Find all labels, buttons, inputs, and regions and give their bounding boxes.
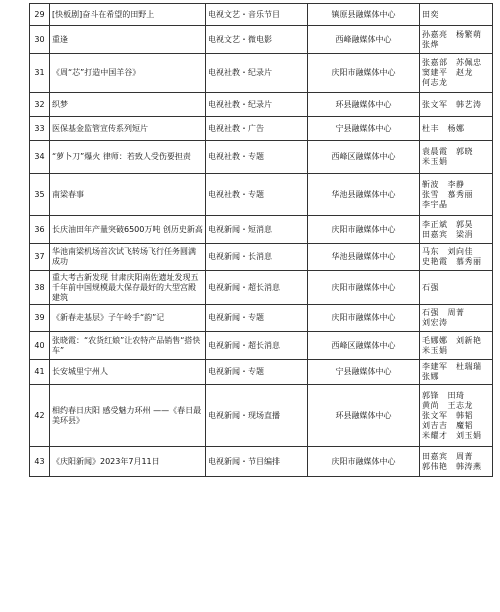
author-line: 孙嘉亮 杨繁萌 [422,29,482,39]
authors-cell [420,117,493,141]
author-line: 张文军 韩艺涛 [422,99,482,109]
submitting-unit: 环县融媒体中心 [308,385,420,447]
authors-cell [420,54,493,93]
author-line: 米耀才 刘玉娟 [422,430,482,440]
award-category: 电视社教・专题 [206,141,308,174]
author-line: 张嘉部 苏佩忠 [422,58,482,67]
table-row [30,141,493,174]
row-number: 43 [30,447,50,477]
row-number: 40 [30,332,50,360]
submitting-unit: 华池县融媒体中心 [308,244,420,271]
author-line: 马东 刘向佳 [422,247,473,256]
submitting-unit: 宁县融媒体中心 [308,360,420,385]
work-title: 《周“芯”打造中国羊谷》 [50,54,206,93]
row-number: 36 [30,216,50,244]
row-number: 38 [30,271,50,305]
row-number: 29 [30,4,50,26]
work-title: 重大考古新发现 甘肃庆阳南佐遗址发现五千年前中国规模最大保存最好的大型宫殿建筑 [50,271,206,305]
award-category: 电视新闻・现场直播 [206,385,308,447]
submitting-unit: 庆阳市融媒体中心 [308,447,420,477]
authors-cell [420,26,493,54]
author-line: 田奕 [422,9,439,19]
author-line: 何志龙 [422,78,448,87]
work-title: 《庆阳新闻》2023年7月11日 [50,447,206,477]
submitting-unit: 宁县融媒体中心 [308,117,420,141]
author-line: 张烨 [422,39,439,49]
authors-cell [420,4,493,26]
submitting-unit: 庆阳市融媒体中心 [308,216,420,244]
award-category: 电视文艺・微电影 [206,26,308,54]
author-line: 石强 [422,282,439,292]
author-line: 黄尚 王志龙 [422,400,473,410]
award-category: 电视新闻・专题 [206,305,308,332]
author-line: 刘吉吉 魔韬 [422,420,473,430]
work-title: 张晓霞：“农货红娘”让农特产品销售“搭快车” [50,332,206,360]
submitting-unit: 庆阳市融媒体中心 [308,271,420,305]
award-category: 电视社教・专题 [206,174,308,216]
author-line: 靳波 李静 [422,179,465,189]
table-row [30,174,493,216]
row-number: 42 [30,385,50,447]
table-row [30,305,493,332]
authors-cell [420,360,493,385]
submitting-unit: 华池县融媒体中心 [308,174,420,216]
author-line: 张娜 [422,372,439,381]
award-category: 电视新闻・专题 [206,360,308,385]
author-line: 李正斌 郭昊 [422,219,473,229]
author-line: 张文军 韩韬 [422,410,473,420]
work-title: 华池南梁机场首次试飞转场飞行任务圆满成功 [50,244,206,271]
submitting-unit: 西峰区融媒体中心 [308,332,420,360]
table-row [30,216,493,244]
table-row [30,447,493,477]
author-line: 郭伟艳 韩涛燕 [422,461,482,471]
authors-cell [420,447,493,477]
author-line: 石强 周菁 [422,308,465,317]
author-line: 米玉娟 [422,157,448,166]
author-line: 李宇晶 [422,199,448,209]
work-title: 重逢 [50,26,206,54]
award-category: 电视社教・纪录片 [206,54,308,93]
row-number: 37 [30,244,50,271]
author-line: 田嘉宾 周菁 [422,451,473,461]
work-title: 长安城里宁州人 [50,360,206,385]
row-number: 39 [30,305,50,332]
authors-cell [420,244,493,271]
work-title: 织梦 [50,93,206,117]
awards-table-body [30,4,493,477]
award-category: 电视新闻・超长消息 [206,271,308,305]
author-line: 李建军 杜瑞瑞 [422,362,482,371]
work-title: 南梁春事 [50,174,206,216]
authors-cell [420,174,493,216]
table-row [30,26,493,54]
submitting-unit: 西峰融媒体中心 [308,26,420,54]
submitting-unit: 镇原县融媒体中心 [308,4,420,26]
row-number: 32 [30,93,50,117]
authors-cell [420,216,493,244]
award-category: 电视社教・纪录片 [206,93,308,117]
authors-cell [420,385,493,447]
authors-cell [420,271,493,305]
table-row [30,332,493,360]
table-row [30,360,493,385]
row-number: 41 [30,360,50,385]
award-category: 电视新闻・节目编排 [206,447,308,477]
submitting-unit: 庆阳市融媒体中心 [308,54,420,93]
row-number: 34 [30,141,50,174]
authors-cell [420,93,493,117]
work-title: “萝卜刀”爆火 律师：若致人受伤要担责 [50,141,206,174]
submitting-unit: 西峰区融媒体中心 [308,141,420,174]
table-row [30,385,493,447]
submitting-unit: 庆阳市融媒体中心 [308,305,420,332]
author-line: 史艳霞 慕秀丽 [422,257,482,266]
table-row [30,244,493,271]
table-row [30,271,493,305]
awards-table [29,3,493,477]
author-line: 毛娜娜 刘新艳 [422,335,482,345]
table-row [30,4,493,26]
table-row [30,54,493,93]
author-line: 张雪 慕秀丽 [422,189,473,199]
author-line: 田嘉宾 梁涓 [422,229,473,239]
award-category: 电视新闻・短消息 [206,216,308,244]
submitting-unit: 环县融媒体中心 [308,93,420,117]
table-row [30,117,493,141]
row-number: 35 [30,174,50,216]
award-category: 电视社教・广告 [206,117,308,141]
work-title: 相约春日庆阳 感受魅力环州 ——《春日最美环县》 [50,385,206,447]
award-category: 电视文艺・音乐节目 [206,4,308,26]
row-number: 30 [30,26,50,54]
work-title: 长庆油田年产量突破6500万吨 创历史新高 [50,216,206,244]
row-number: 33 [30,117,50,141]
author-line: 窦建平 赵龙 [422,68,473,77]
row-number: 31 [30,54,50,93]
author-line: 杜丰 杨娜 [422,123,465,133]
author-line: 刘宏涛 [422,318,448,327]
author-line: 袁晨霞 郭晓 [422,147,473,156]
award-category: 电视新闻・长消息 [206,244,308,271]
author-line: 米玉娟 [422,345,448,355]
author-line: 郭锋 田琦 [422,390,465,400]
work-title: [快板剧]奋斗在希望的田野上 [50,4,206,26]
authors-cell [420,332,493,360]
work-title: 医保基金监管宣传系列短片 [50,117,206,141]
work-title: 《新春走基层》子午岭手“韵”记 [50,305,206,332]
authors-cell [420,141,493,174]
table-row [30,93,493,117]
authors-cell [420,305,493,332]
award-category: 电视新闻・超长消息 [206,332,308,360]
